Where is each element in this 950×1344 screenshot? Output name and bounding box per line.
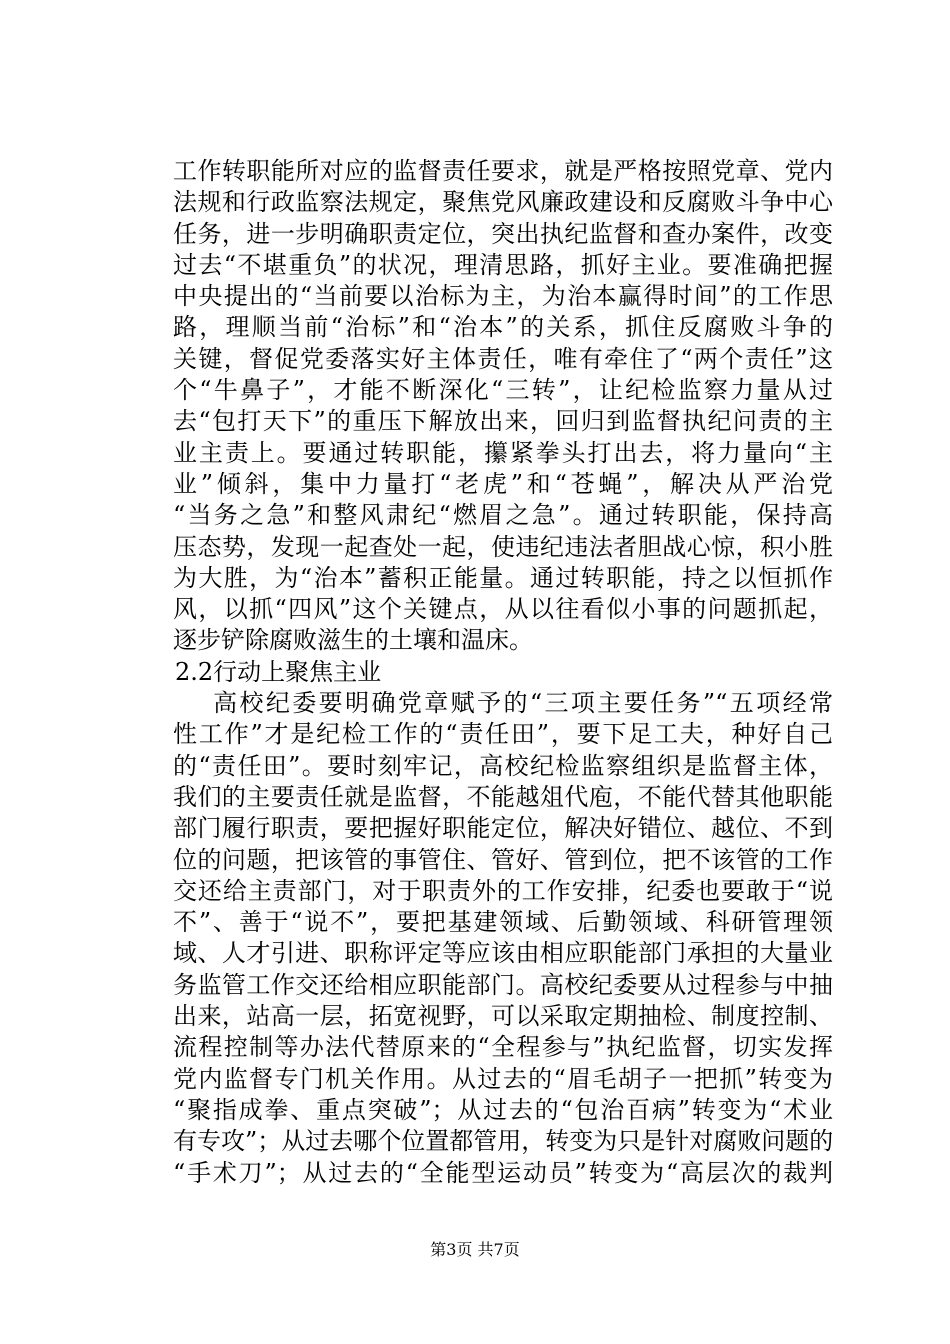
- text-line: 业”倾斜，集中力量打“老虎”和“苍蝇”，解决从严治党: [173, 469, 833, 498]
- text-line: 流程控制等办法代替原来的“全程参与”执纪监督，切实发挥: [173, 1033, 833, 1062]
- text-line: 任务，进一步明确职责定位，突出执纪监督和查办案件，改变: [173, 219, 833, 248]
- text-line: 个“牛鼻子”，才能不断深化“三转”，让纪检监察力量从过: [173, 376, 833, 405]
- body-text: [173, 156, 833, 1189]
- text-line: 中央提出的“当前要以治标为主，为治本赢得时间”的工作思: [173, 282, 833, 311]
- text-line: 的“责任田”。要时刻牢记，高校纪检监察组织是监督主体，: [173, 751, 833, 780]
- text-line: 去“包打天下”的重压下解放出来，回归到监督执纪问责的主: [173, 407, 833, 436]
- text-line: 为大胜，为“治本”蓄积正能量。通过转职能，持之以恒抓作: [173, 563, 833, 592]
- text-line: 性工作”才是纪检工作的“责任田”，要下足工夫，种好自己: [173, 720, 833, 749]
- text-line: 法规和行政监察法规定，聚焦党风廉政建设和反腐败斗争中心: [173, 188, 833, 217]
- text-line: 有专攻”；从过去哪个位置都管用，转变为只是针对腐败问题的: [173, 1127, 833, 1156]
- text-line: 逐步铲除腐败滋生的土壤和温床。: [173, 626, 533, 655]
- text-line: 我们的主要责任就是监督，不能越俎代庖，不能代替其他职能: [173, 782, 833, 811]
- text-line: “手术刀”；从过去的“全能型运动员”转变为“高层次的裁判: [173, 1158, 833, 1187]
- text-line: 压态势，发现一起查处一起，使违纪违法者胆战心惊，积小胜: [173, 532, 833, 561]
- text-line: 工作转职能所对应的监督责任要求，就是严格按照党章、党内: [173, 157, 833, 185]
- text-line: 党内监督专门机关作用。从过去的“眉毛胡子一把抓”转变为: [173, 1064, 833, 1093]
- text-line: 过去“不堪重负”的状况，理清思路，抓好主业。要准确把握: [173, 250, 833, 279]
- text-line: 路，理顺当前“治标”和“治本”的关系，抓住反腐败斗争的: [173, 313, 833, 342]
- section-heading: 2.2行动上聚焦主业: [175, 657, 382, 686]
- text-line: 关键，督促党委落实好主体责任，唯有牵住了“两个责任”这: [173, 344, 833, 373]
- text-line: 部门履行职责，要把握好职能定位，解决好错位、越位、不到: [173, 814, 833, 843]
- text-line: 交还给主责部门，对于职责外的工作安排，纪委也要敢于“说: [173, 876, 833, 905]
- text-line: “聚指成拳、重点突破”；从过去的“包治百病”转变为“术业: [173, 1095, 833, 1124]
- text-line: 风，以抓“四风”这个关键点，从以往看似小事的问题抓起，: [173, 595, 833, 624]
- page-number-footer: 第3页 共7页: [430, 1240, 520, 1259]
- text-line: 高校纪委要明确党章赋予的“三项主要任务”“五项经常: [173, 689, 833, 718]
- text-line: 不”、善于“说不”，要把基建领域、后勤领域、科研管理领: [173, 908, 833, 937]
- text-line: 位的问题，把该管的事管住、管好、管到位，把不该管的工作: [173, 845, 833, 874]
- text-line: 域、人才引进、职称评定等应该由相应职能部门承担的大量业: [173, 939, 833, 968]
- text-line: 务监管工作交还给相应职能部门。高校纪委要从过程参与中抽: [173, 970, 833, 999]
- text-line: “当务之急”和整风肃纪“燃眉之急”。通过转职能，保持高: [173, 501, 833, 530]
- text-line: 出来，站高一层，拓宽视野，可以采取定期抽检、制度控制、: [173, 1002, 833, 1031]
- text-line: 业主责上。要通过转职能，攥紧拳头打出去，将力量向“主: [173, 438, 833, 467]
